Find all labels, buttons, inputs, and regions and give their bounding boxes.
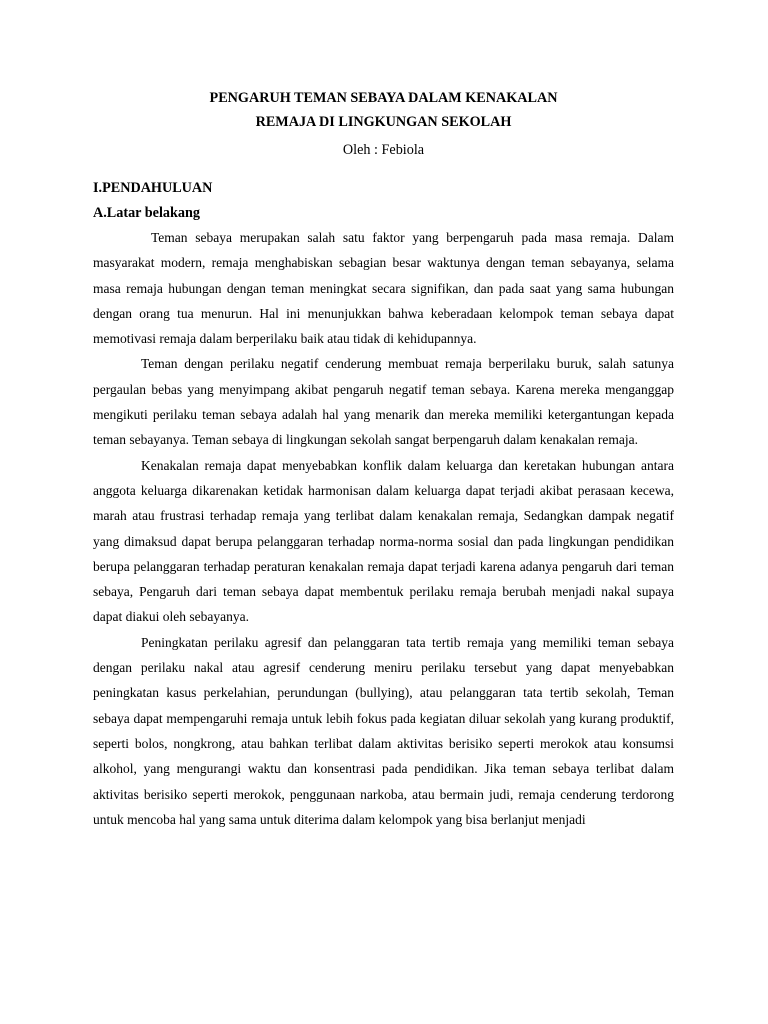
body-paragraph-3: Kenakalan remaja dapat menyebabkan konflik dalam keluarga dan keretakan hubungan antara anggota keluarga dikarenakan ketidak harmonisan dalam keluarga dapat terjadi akibat perasaan kecewa, marah atau frustrasi terhadap remaja yang terlibat dalam kenakalan remaja, Sedangkan dampak negatif yang dimaksud dapat berupa pelanggaran terhadap norma-norma sosial dan pada lingkungan pendidikan berupa pelanggaran terhadap peraturan kenakalan remaja dapat terjadi karena adanya pengaruh dari teman sebaya, Pengaruh dari teman sebaya dapat membentuk perilaku remaja berubah menjadi nakal supaya dapat diakui oleh sebayanya. [93,457,674,625]
body-paragraph-4: Peningkatan perilaku agresif dan pelanggaran tata tertib remaja yang memiliki teman sebaya dengan perilaku nakal atau agresif cenderung meniru perilaku tersebut yang dapat menyebabkan peningkatan kasus perkelahian, perundungan (bullying), atau pelanggaran tata tertib sekolah, Teman sebaya dapat mempengaruhi remaja untuk lebih fokus pada kegiatan diluar sekolah yang kurang produktif, seperti bolos, nongkrong, atau bahkan terlibat dalam aktivitas berisiko seperti merokok atau konsumsi alkohol, yang mengurangi waktu dan konsentrasi pada pendidikan. Jika teman sebaya terlibat dalam aktivitas berisiko seperti merokok, penggunaan narkoba, atau bermain judi, remaja cenderung terdorong untuk mencoba hal yang sama untuk diterima dalam kelompok yang bisa berlanjut menjadi [93,634,674,827]
body-paragraph-2: Teman dengan perilaku negatif cenderung membuat remaja berperilaku buruk, salah satunya pergaulan bebas yang menyimpang akibat pengaruh negatif teman sebaya. Karena mereka menganggap mengikuti perilaku teman sebaya adalah hal yang menarik dan mereka memiliki ketergantungan kepada teman sebayanya. Teman sebaya di lingkungan sekolah sangat berpengaruh dalam kenakalan remaja. [93,356,674,448]
document-author: Oleh : Febiola [342,142,425,158]
document-title-line-1: PENGARUH TEMAN SEBAYA DALAM KENAKALAN [209,90,558,106]
document-title-line-2: REMAJA DI LINGKUNGAN SEKOLAH [255,114,512,130]
document-page [93,86,674,832]
body-paragraph-1: Teman sebaya merupakan salah satu faktor yang berpengaruh pada masa remaja. Dalam masyarakat modern, remaja menghabiskan sebagian besar waktunya dengan teman sebayanya, selama masa remaja hubungan dengan teman meningkat secara signifikan, dan pada saat yang sama hubungan dengan orang tua menurun. Hal ini menunjukkan bahwa keberadaan kelompok teman sebaya dapat memotivasi remaja dalam berperilaku baik atau tidak di kehidupannya. [93,230,674,347]
subsection-heading: A.Latar belakang [93,205,200,221]
section-heading: I.PENDAHULUAN [93,180,213,196]
